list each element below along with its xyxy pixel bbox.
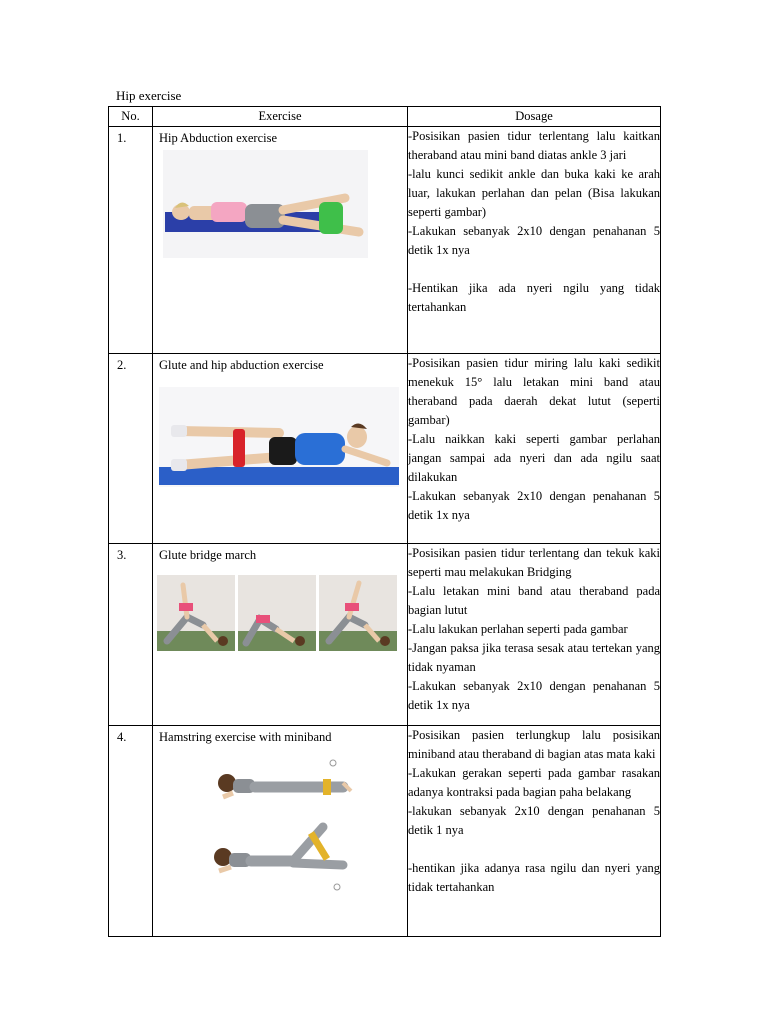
bridge-frame-1 xyxy=(157,575,235,651)
dosage-line: -Posisikan pasien tidur miring lalu kaki sedikit menekuk 15° lalu letakan mini band atau theraband pada daerah dekat lutut (seperti gambar) xyxy=(408,356,660,427)
header-exercise: Exercise xyxy=(153,107,408,127)
table-row xyxy=(109,127,661,354)
dosage-line: -Jangan paksa jika terasa sesak atau tertekan yang tidak nyaman xyxy=(408,641,660,674)
exercise-name: Glute and hip abduction exercise xyxy=(159,358,324,372)
row-number: 4. xyxy=(117,730,127,744)
glute-bridge-march-illustration xyxy=(157,575,397,651)
dosage-line: -lalu kunci sedikit ankle dan buka kaki ke arah luar, lakukan perlahan dan pelan (Bisa lakukan seperti gambar) xyxy=(408,167,660,219)
header-no: No. xyxy=(109,107,153,127)
bridge-frame-3 xyxy=(319,575,397,651)
row-number: 2. xyxy=(117,358,127,372)
dosage-line: -Hentikan jika ada nyeri ngilu yang tidak tertahankan xyxy=(408,281,660,314)
dosage-line: -Lakukan gerakan seperti pada gambar rasakan adanya kontraksi pada bagian paha belakang xyxy=(408,766,660,799)
document-title: Hip exercise xyxy=(116,88,182,103)
exercise-table xyxy=(108,106,661,937)
exercise-name: Hip Abduction exercise xyxy=(159,131,278,145)
dosage-line: -Lalu naikkan kaki seperti gambar perlahan jangan sampai ada nyeri dan ada ngilu saat dilakukan xyxy=(408,432,660,484)
header-dosage: Dosage xyxy=(408,107,661,127)
dosage-line: -Lalu letakan mini band atau theraband pada bagian lutut xyxy=(408,584,660,617)
bridge-frame-2 xyxy=(238,575,316,651)
dosage-cell xyxy=(408,127,661,354)
dosage-cell xyxy=(408,726,661,937)
table-row xyxy=(109,726,661,937)
dosage-cell xyxy=(408,544,661,726)
exercise-name: Hamstring exercise with miniband xyxy=(159,730,332,744)
dosage-cell xyxy=(408,354,661,544)
row-number: 1. xyxy=(117,131,127,145)
hip-abduction-illustration xyxy=(163,150,368,258)
row-number: 3. xyxy=(117,548,127,562)
dosage-line: -Lakukan sebanyak 2x10 dengan penahanan 5 detik 1x nya xyxy=(408,679,660,712)
dosage-line: -lakukan sebanyak 2x10 dengan penahanan 5 detik 1 nya xyxy=(408,804,660,837)
dosage-line: -Lalu lakukan perlahan seperti pada gambar xyxy=(408,622,628,636)
table-header-row xyxy=(109,107,661,127)
glute-hip-abduction-illustration xyxy=(159,387,399,487)
dosage-line: -Lakukan sebanyak 2x10 dengan penahanan 5 detik 1x nya xyxy=(408,224,660,257)
dosage-line: -Posisikan pasien tidur terlentang dan tekuk kaki seperti mau melakukan Bridging xyxy=(408,546,660,579)
dosage-line: -hentikan jika adanya rasa ngilu dan nyeri yang tidak tertahankan xyxy=(408,861,660,894)
table-row xyxy=(109,354,661,544)
table-row xyxy=(109,544,661,726)
dosage-line: -Posisikan pasien tidur terlentang lalu kaitkan theraband atau mini band diatas ankle 3 jari xyxy=(408,129,660,162)
dosage-line: -Posisikan pasien terlungkup lalu posisikan miniband atau theraband di bagian atas mata kaki xyxy=(408,728,660,761)
exercise-name: Glute bridge march xyxy=(159,548,257,562)
hamstring-miniband-illustration xyxy=(203,753,403,903)
dosage-line: -Lakukan sebanyak 2x10 dengan penahanan 5 detik 1x nya xyxy=(408,489,660,522)
